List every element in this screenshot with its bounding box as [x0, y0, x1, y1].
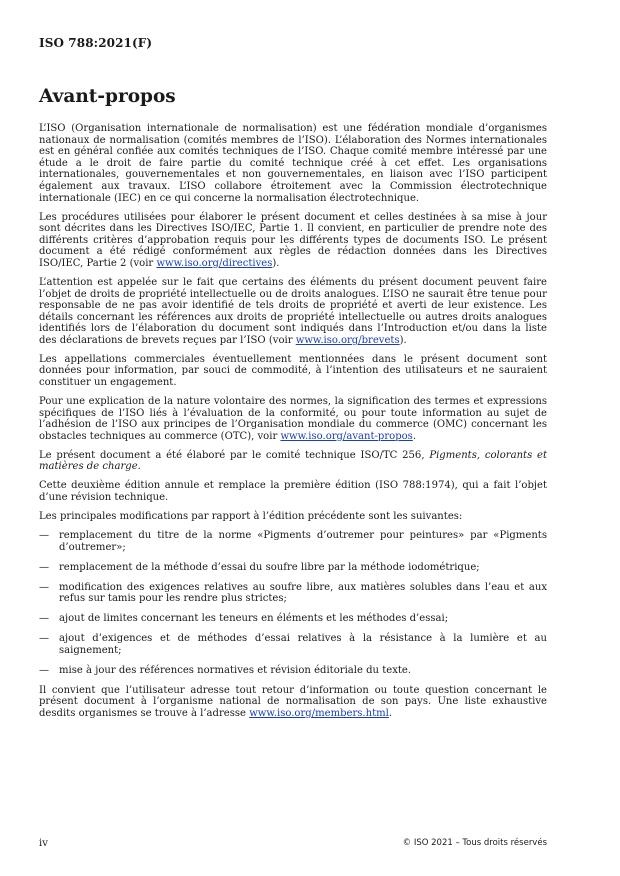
list-item [39, 665, 547, 677]
list-item-text: ajout de limites concernant les teneurs en éléments et les méthodes d’essai; [59, 613, 449, 625]
members-link[interactable]: www.iso.org/members.html [249, 707, 389, 719]
paragraph-text: Les procédures utilisées pour élaborer le présent document et celles destinées à sa mise à jour sont décrites dans les Directives ISO/IEC, Partie 1. Il convient, en particulier de prendre note des différents critères d’approbation requis pour les différents types de documents ISO. Le présent document a été rédigé conformément aux règles de rédaction données dans les Directives ISO/IEC, Partie 2 (voir [39, 211, 547, 269]
committee-title: Pigments, colorants et matières de charge [39, 449, 547, 473]
list-item-text: remplacement de la méthode d’essai du soufre libre par la méthode iodométrique; [59, 561, 480, 573]
paragraph-text: Pour une explication de la nature volontaire des normes, la signification des termes et expressions spécifiques de l’ISO liés à l’évaluation de la conformité, ou pour toute information au sujet de l’adhésion de l’ISO aux principes de l’Organisation mondiale du commerce (OMC) concernant les obstacles techniques au commerce (OTC), voir [39, 396, 547, 442]
paragraph-end: . [388, 707, 393, 719]
paragraph-changes-intro: Les principales modifications par rapport à l’édition précédente sont les suivantes: [39, 510, 463, 522]
paragraph-patents [39, 277, 547, 347]
page-number: iv [39, 838, 48, 849]
copyright-notice: © ISO 2021 – Tous droits réservés [402, 838, 547, 848]
changes-list [39, 530, 547, 676]
patents-link[interactable]: www.iso.org/brevets [295, 334, 400, 346]
list-item [39, 530, 547, 553]
paragraph-text: Il convient que l’utilisateur adresse tout retour d’information ou toute question concernant le présent document à l’organisme national de normalisation de son pays. Une liste exhaustive desdits organismes se trouve à l’adresse [39, 684, 547, 719]
list-item [39, 633, 547, 656]
list-item-text: remplacement du titre de la norme «Pigments d’outremer pour peintures» par «Pigments d’outremer»; [59, 529, 547, 553]
paragraph-committee [39, 450, 547, 473]
paragraph-voluntary-nature [39, 396, 547, 442]
document-id: ISO 788:2021(F) [39, 36, 153, 50]
paragraph-edition: Cette deuxième édition annule et remplace la première édition (ISO 788:1974), qui a fait l’objet d’une révision technique. [39, 480, 547, 503]
paragraph-end: ). [399, 334, 407, 346]
page-title: Avant-propos [39, 86, 176, 107]
paragraph-procedures [39, 212, 547, 270]
paragraph-iso-intro: L’ISO (Organisation internationale de normalisation) est une fédération mondiale d’organismes nationaux de normalisation (comités membres de l’ISO). L’élaboration des Normes internationales est en général confiée aux comités techniques de l’ISO. Chaque comité membre intéressé par une étude a le droit de faire partie du comité technique créé à cet effet. Les organisations internationales, gouvernementales et non gouvernementales, en liaison avec l’ISO participent également aux travaux. L’ISO collabore étroitement avec la Commission électrotechnique internationale (IEC) en ce qui concerne la normalisation électrotechnique. [39, 123, 547, 204]
directives-link[interactable]: www.iso.org/directives [156, 257, 273, 269]
list-dash: — [39, 529, 50, 541]
list-item-text: modification des exigences relatives au soufre libre, aux matières solubles dans l’eau et aux refus sur tamis pour les rendre plus strictes; [59, 581, 547, 605]
list-item [39, 562, 547, 574]
paragraph-end: . [412, 430, 417, 442]
list-item-text: mise à jour des références normatives et révision éditoriale du texte. [59, 664, 412, 676]
list-item [39, 582, 547, 605]
paragraph-text: L’attention est appelée sur le fait que certains des éléments du présent document peuvent faire l’objet de droits de propriété intellectuelle ou de droits analogues. L’ISO ne saurait être tenue pour responsable de ne pas avoir identifié de tels droits de propriété et averti de leur existence. Les détails concernant les références aux droits de propriété intellectuelle ou autres droits analogues identifiés lors de l’élaboration du document sont indiqués dans l’Introduction et/ou dans la liste des déclarations de brevets reçues par l’ISO (voir [39, 276, 547, 346]
list-dash: — [39, 613, 50, 625]
list-item-text: ajout d’exigences et de méthodes d’essai relatives à la résistance à la lumière et au saignement; [59, 633, 547, 656]
paragraph-text: Le présent document a été élaboré par le comité technique ISO/TC 256, [39, 449, 430, 461]
paragraph-feedback [39, 685, 547, 720]
list-dash: — [39, 581, 50, 593]
list-dash: — [39, 664, 50, 676]
list-item [39, 613, 547, 625]
paragraph-end: . [137, 461, 141, 473]
foreword-body [39, 123, 547, 727]
list-dash: — [39, 633, 50, 645]
foreword-link[interactable]: www.iso.org/avant-propos [280, 430, 413, 442]
paragraph-trade-names: Les appellations commerciales éventuellement mentionnées dans le présent document sont données pour information, par souci de commodité, à l’intention des utilisateurs et ne sauraient constituer un engagement. [39, 353, 547, 389]
paragraph-end: ). [272, 257, 280, 269]
list-dash: — [39, 561, 50, 573]
